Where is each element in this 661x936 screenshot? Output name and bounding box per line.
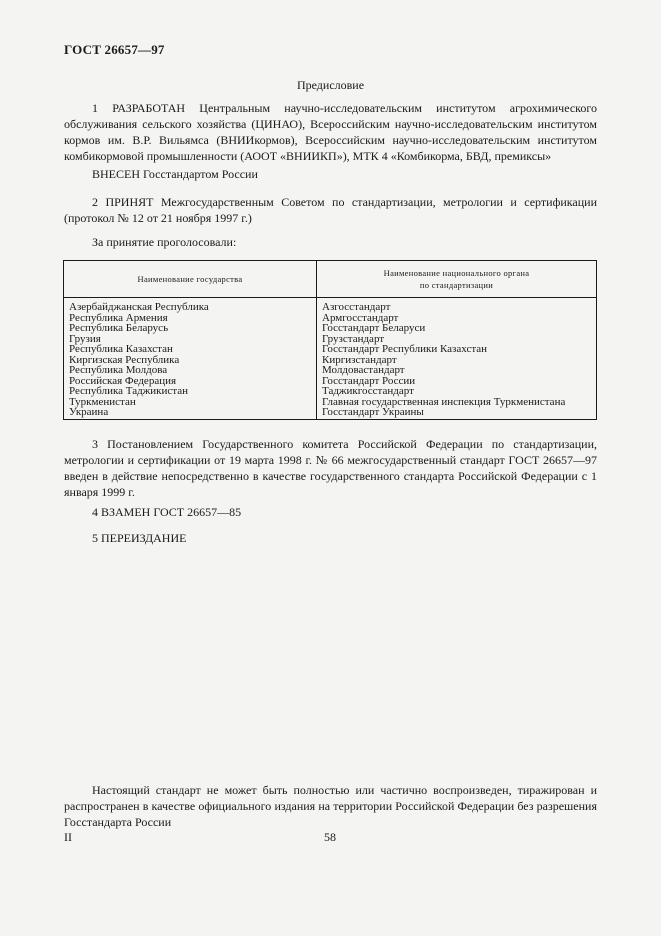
cell-state: Республика Армения — [64, 313, 317, 324]
header-state: Наименование государства — [64, 261, 317, 298]
paragraph-reissue: 5 ПЕРЕИЗДАНИЕ — [92, 531, 187, 545]
paragraph-replaces: 4 ВЗАМЕН ГОСТ 26657—85 — [92, 505, 242, 519]
cell-state: Туркменистан — [64, 397, 317, 408]
cell-body: Киргизстандарт — [317, 355, 597, 366]
cell-body: Главная государственная инспекция Туркменистана — [317, 397, 597, 408]
table-row — [64, 323, 597, 334]
voting-table — [63, 260, 597, 420]
cell-body: Молдовастандарт — [317, 365, 597, 376]
paragraph-voted: За принятие проголосовали: — [92, 235, 237, 249]
paragraph-copyright: Настоящий стандарт не может быть полностью или частично воспроизведен, тиражирован и распространен в качестве официального издания на территории Российской Федерации без разрешения Госстандарта России — [64, 783, 597, 829]
cell-state: Азербайджанская Республика — [64, 298, 317, 313]
page-number: 58 — [324, 830, 336, 844]
cell-state: Республика Молдова — [64, 365, 317, 376]
cell-state: Российская Федерация — [64, 376, 317, 387]
table-header-row — [64, 261, 597, 298]
cell-state: Республика Таджикистан — [64, 386, 317, 397]
table-row — [64, 298, 597, 313]
cell-state: Украина — [64, 407, 317, 419]
paragraph-developed: 1 РАЗРАБОТАН Центральным научно-исследовательским институтом агрохимического обслуживания сельского хозяйства (ЦИНАО), Всероссийским научно-исследовательским институтом кормов им. В.Р. Вильямса (ВНИИкормов), Всероссийским научно-исследовательским институтом комбикормовой промышленности (АООТ «ВНИИКП»), МТК 4 «Комбикорма, БВД, премиксы» — [64, 101, 597, 163]
cell-state: Киргизская Республика — [64, 355, 317, 366]
cell-body: Армгосстандарт — [317, 313, 597, 324]
document-code: ГОСТ 26657—97 — [64, 42, 165, 57]
paragraph-adopted: 2 ПРИНЯТ Межгосударственным Советом по стандартизации, метрологии и сертификации (протокол № 12 от 21 ноября 1997 г.) — [64, 195, 597, 225]
cell-body: Госстандарт Беларуси — [317, 323, 597, 334]
header-standards-body-line2: по стандартизации — [419, 280, 494, 290]
header-standards-body — [317, 261, 597, 298]
table-row — [64, 407, 597, 419]
cell-body: Таджикгосстандарт — [317, 386, 597, 397]
table-row — [64, 365, 597, 376]
cell-state: Республика Беларусь — [64, 323, 317, 334]
section-title: Предисловие — [296, 78, 365, 92]
cell-state: Республика Казахстан — [64, 344, 317, 355]
header-standards-body-line1: Наименование национального органа — [383, 268, 530, 278]
footer-roman-numeral: II — [64, 830, 72, 844]
cell-body: Госстандарт России — [317, 376, 597, 387]
cell-body: Госстандарт Украины — [317, 407, 597, 419]
cell-body: Госстандарт Республики Казахстан — [317, 344, 597, 355]
paragraph-introduced: ВНЕСЕН Госстандартом России — [92, 167, 258, 181]
table-row — [64, 344, 597, 355]
paragraph-enacted: 3 Постановлением Государственного комитета Российской Федерации по стандартизации, метрологии и сертификации от 19 марта 1998 г. № 66 межгосударственный стандарт ГОСТ 26657—97 введен в действие непосредственно в качестве государственного стандарта Российской Федерации с 1 января 1999 г. — [64, 437, 597, 499]
cell-body: Азгосстандарт — [317, 298, 597, 313]
cell-state: Грузия — [64, 334, 317, 345]
table-row — [64, 386, 597, 397]
cell-body: Грузстандарт — [317, 334, 597, 345]
